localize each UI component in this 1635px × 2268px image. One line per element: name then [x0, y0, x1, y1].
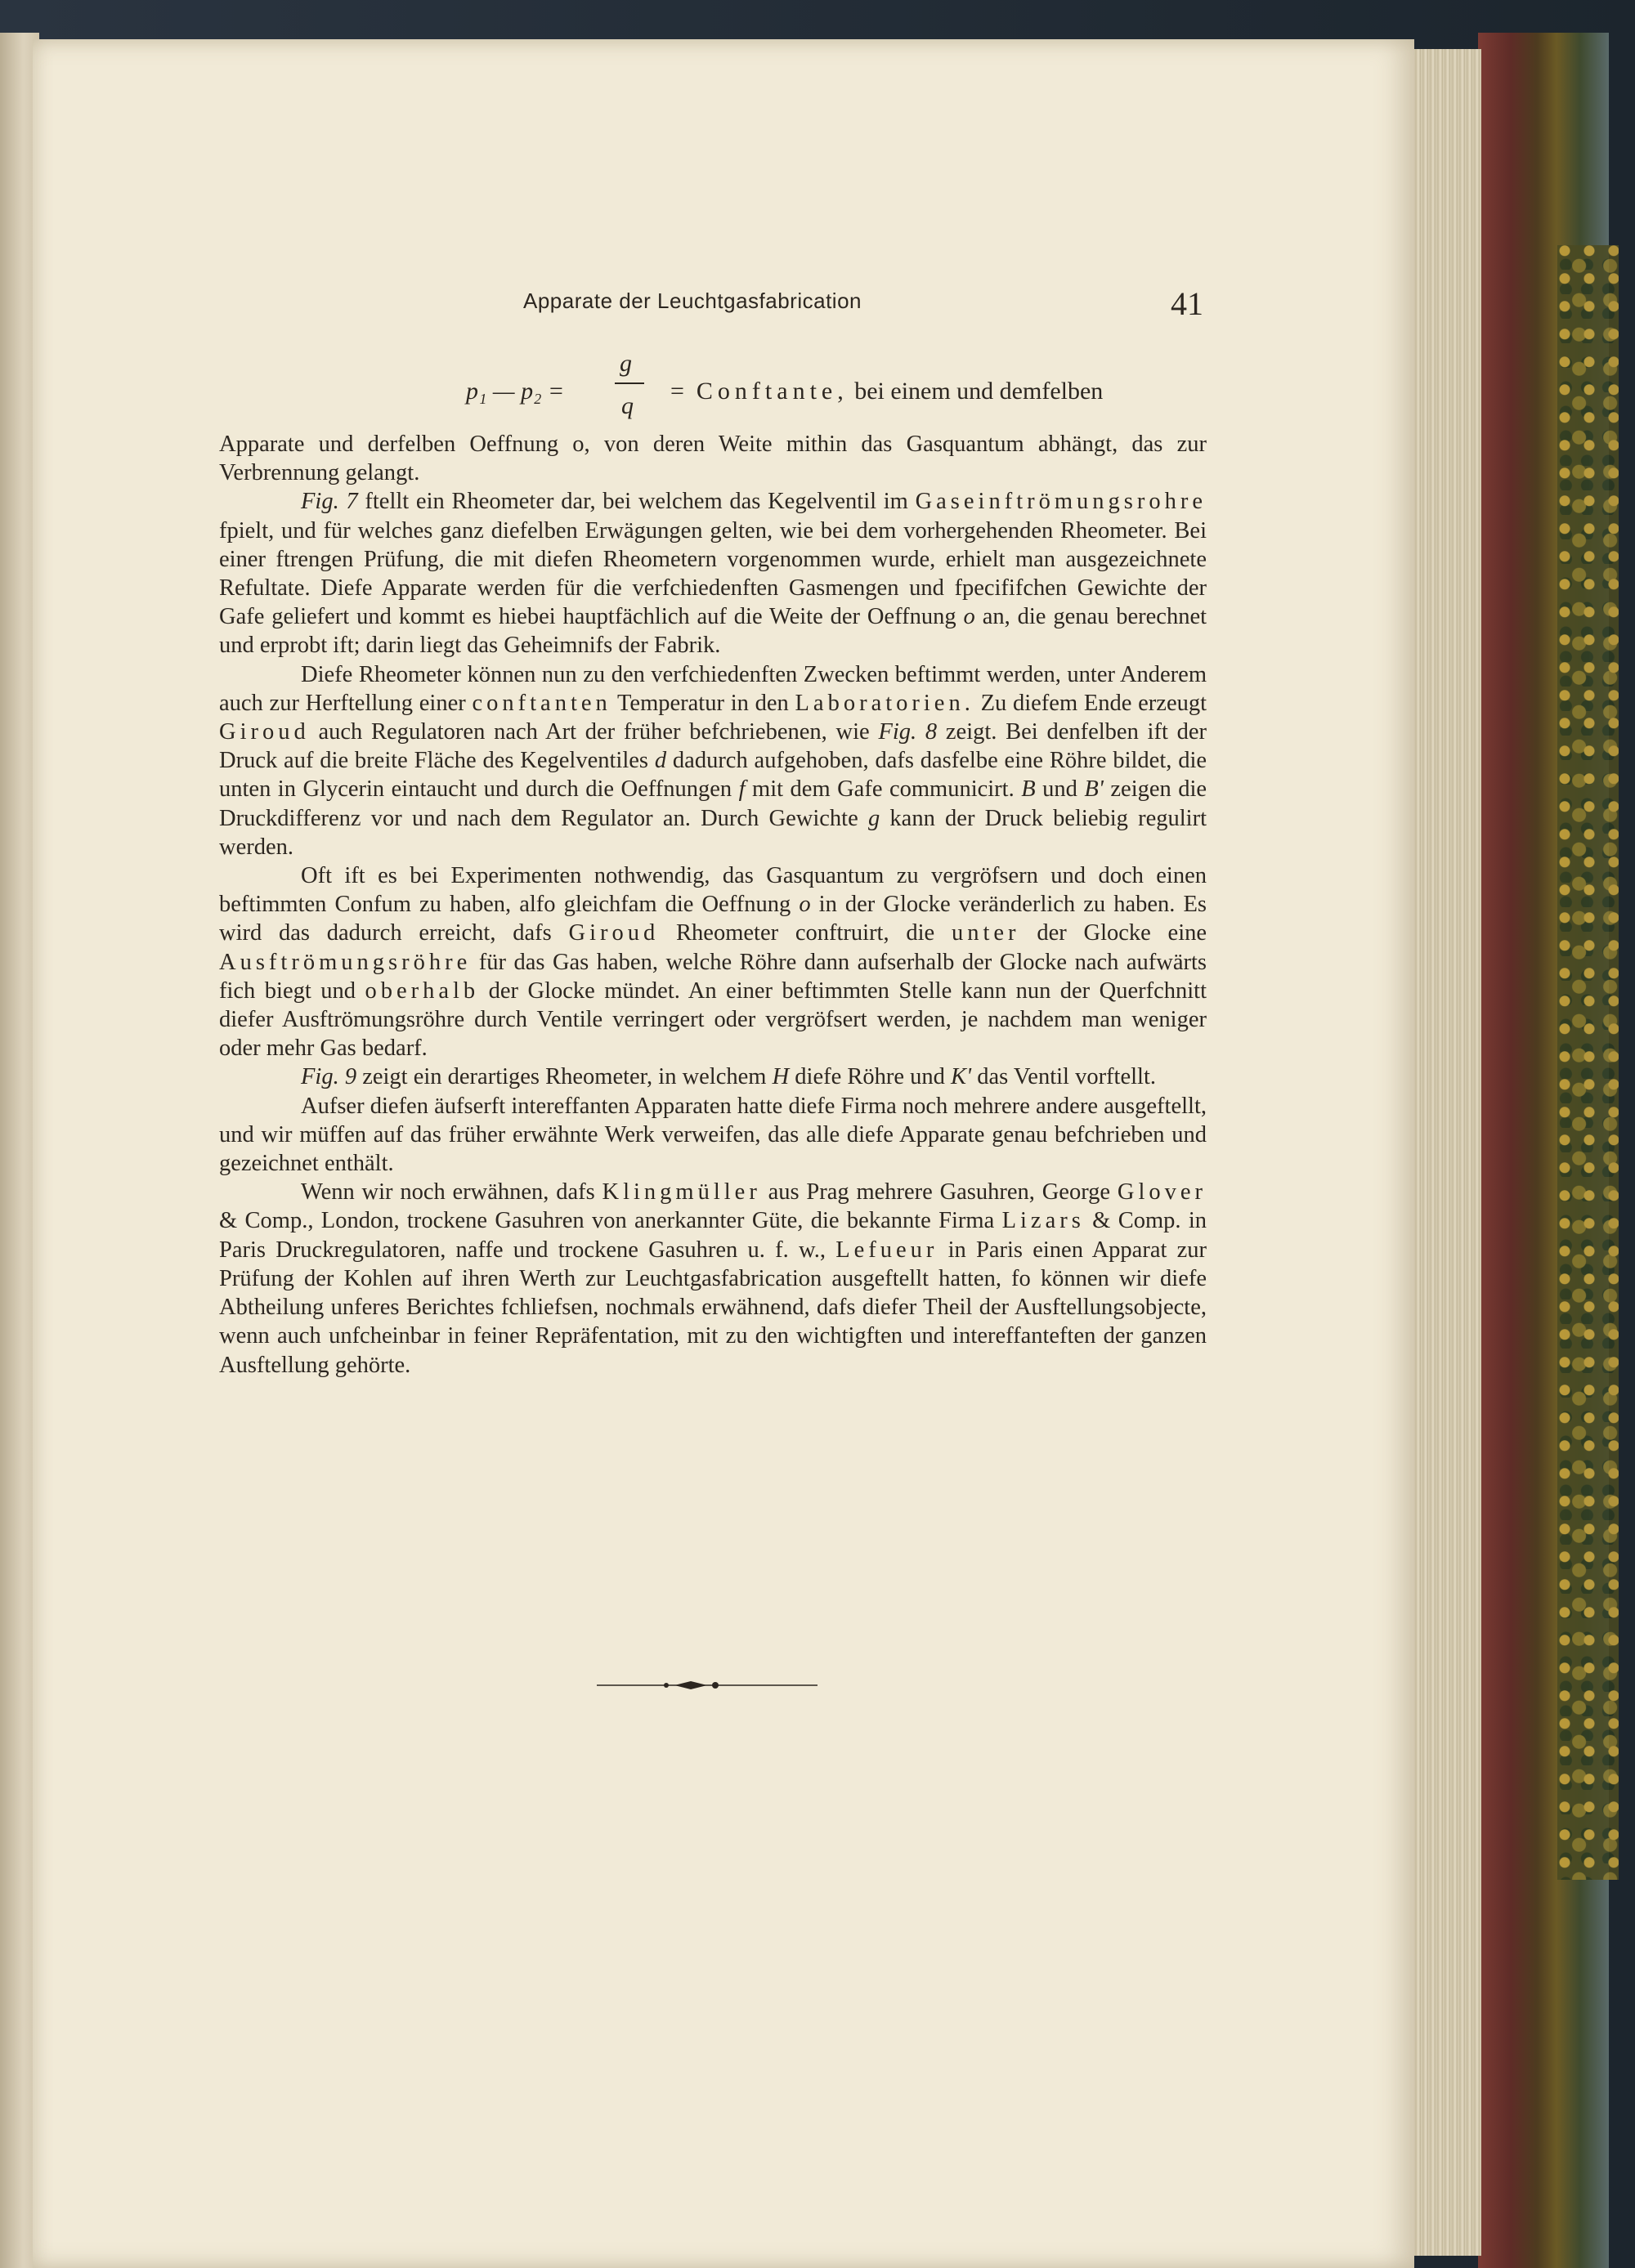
text-run: aus Prag mehrere Gasuhren, George — [768, 1179, 1111, 1206]
text-run: und — [1042, 776, 1077, 803]
paragraph-3 — [219, 660, 1207, 861]
paragraph-5 — [219, 1062, 1207, 1091]
fig-ref: Fig. 7 — [301, 489, 358, 515]
spaced-term: conftanten — [472, 690, 611, 716]
text-run: in der Glocke veränderlich zu haben. Es wird das dadurch erreicht, dafs — [219, 892, 1207, 946]
text-run: der Glocke mündet. An einer beftimmten Stelle kann nun der Querfchnitt diefer Ausftrömungsröhre durch Ventile verringert oder vergröfsert werden, je nachdem man weniger oder mehr Gas bedarf. — [219, 977, 1207, 1062]
text-run: & Comp. in Paris Druckregulatoren, naffe und trockene Gasuhren u. f. w., — [219, 1208, 1207, 1263]
text-run: der Glocke eine — [1037, 920, 1207, 946]
body-text — [219, 430, 1207, 1380]
spaced-term: oberhalb — [365, 977, 480, 1004]
variable: f — [738, 776, 746, 803]
formula-tail: bei einem und demfelben — [854, 378, 1104, 405]
text-run: kann der Druck beliebig regulirt werden. — [219, 805, 1207, 860]
fig-ref: Fig. 9 — [301, 1064, 357, 1090]
variable: B' — [1084, 776, 1104, 803]
text-run: Zu diefem Ende erzeugt — [980, 690, 1207, 716]
paragraph-4 — [219, 861, 1207, 1062]
text-run: Wenn wir noch erwähnen, dafs — [301, 1179, 595, 1206]
spaced-term: Gaseinftrömungsrohre — [915, 489, 1207, 515]
variable: d — [654, 748, 667, 774]
variable: H — [772, 1064, 790, 1090]
text-run: an, die genau berechnet und erprobt ift; darin liegt das Geheimnifs der Fabrik. — [219, 604, 1207, 659]
formula-constant: Conftante, — [696, 378, 849, 405]
variable: g — [867, 805, 880, 831]
text-run: zeigen die Druckdifferenz vor und nach dem Regulator an. Durch Gewichte — [219, 776, 1207, 831]
text-run: Rheometer conftruirt, die — [676, 920, 935, 946]
text-run: Oft ift es bei Experimenten nothwendig, das Gasquantum zu vergröfsern und doch einen beftimmten Confum zu haben, alfo gleichfam die Oeffnung — [219, 863, 1207, 918]
paragraph-7 — [219, 1178, 1207, 1379]
page-edges — [1404, 49, 1481, 2256]
formula-numerator: g — [620, 350, 632, 377]
spaced-term: Giroud — [219, 719, 310, 745]
paragraph-1: Apparate und derfelben Oeffnung o, von deren Weite mithin das Gasquantum abhängt, das zur Verbrennung gelangt. — [219, 432, 1207, 486]
fig-ref: Fig. 8 — [878, 719, 938, 745]
text-run: in Paris einen Apparat zur Prüfung der Kohlen auf ihren Werth zur Leuchtgasfabrication ausgeftellt hatten, fo können wir diefe Abtheilung unferes Berichtes fchliefsen, nochmals erwähnend, dafs diefer Theil der Ausftellungsobjecte, wenn auch unfcheinbar in feiner Repräfentation, mit zu den wichtigften und intereffanteften der ganzen Ausftellung gehörte. — [219, 1237, 1207, 1378]
spaced-term: Klingmüller — [602, 1179, 761, 1206]
variable: B — [1021, 776, 1036, 803]
text-run: das Ventil vorftellt. — [977, 1064, 1156, 1090]
variable: o — [963, 604, 975, 630]
variable: o — [799, 892, 811, 918]
variable: K' — [951, 1064, 972, 1090]
text-run: dadurch aufgehoben, dafs dasfelbe eine Röhre bildet, die unten in Glycerin eintaucht und durch die Oeffnungen — [219, 748, 1207, 803]
marbled-edge — [1557, 245, 1619, 1880]
book-page — [33, 39, 1414, 2268]
text-run: Diefe Rheometer können nun zu den verfchiedenften Zwecken beftimmt werden, unter Anderem auch zur Herftellung einer — [219, 661, 1207, 716]
text-run: ftellt ein Rheometer dar, bei welchem das Kegelventil im — [365, 489, 908, 515]
paragraph-6: Aufser diefen äufserft intereffanten Apparaten hatte diefe Firma noch mehrere andere ausgeftellt, und wir müffen auf das früher erwähnte Werk verweifen, das alle diefe Apparate genau befchrieben und gezeichnet enthält. — [219, 1093, 1207, 1177]
text-run: diefe Röhre und — [795, 1064, 945, 1090]
formula-fraction-bar — [615, 382, 644, 384]
formula-equals: = — [670, 378, 684, 405]
running-title: Apparate der Leuchtgasfabrication — [523, 289, 862, 313]
spaced-term: unter — [951, 920, 1020, 946]
spaced-term: Glover — [1117, 1179, 1207, 1206]
text-run: fpielt, und für welches ganz diefelben Erwägungen gelten, wie bei dem vorhergehenden Rheometer. Bei einer ftrengen Prüfung, die mit diefen Rheometern vorgenommen wurde, erhielt man ausgezeichnete Refultate. Diefe Apparate werden für die verfchiedenften Gasmengen und fpecififchen Gewichte der Gafe geliefert und kommt es hiebei hauptfächlich auf die Weite der Oeffnung — [219, 517, 1207, 630]
text-run: zeigt. Bei denfelben ift der Druck auf die breite Fläche des Kegelventiles — [219, 719, 1207, 774]
text-run: & Comp., London, trockene Gasuhren von anerkannter Güte, die bekannte Firma — [219, 1208, 995, 1234]
formula — [466, 350, 1218, 423]
text-run: auch Regulatoren nach Art der früher befchriebenen, wie — [318, 719, 870, 745]
text-run: Temperatur in den — [617, 690, 789, 716]
page-number: 41 — [1171, 285, 1203, 322]
paragraph-2 — [219, 487, 1207, 660]
end-ornament — [597, 1677, 818, 1693]
spaced-term: Laboratorien. — [795, 690, 974, 716]
formula-lhs: p₁ — p₂ = — [466, 378, 565, 405]
text-run: mit dem Gafe communicirt. — [752, 776, 1015, 803]
spaced-term: Lefueur — [835, 1237, 938, 1263]
formula-denominator: q — [621, 392, 634, 419]
text-run: zeigt ein derartiges Rheometer, in welchem — [362, 1064, 767, 1090]
spaced-term: Giroud — [568, 920, 660, 946]
formula-rhs — [670, 378, 1103, 405]
spaced-term: Ausftrömungsröhre — [219, 949, 472, 975]
text-run: für das Gas haben, welche Röhre dann aufserhalb der Glocke nach aufwärts fich biegt und — [219, 949, 1207, 1004]
spaced-term: Lizars — [1001, 1208, 1085, 1234]
